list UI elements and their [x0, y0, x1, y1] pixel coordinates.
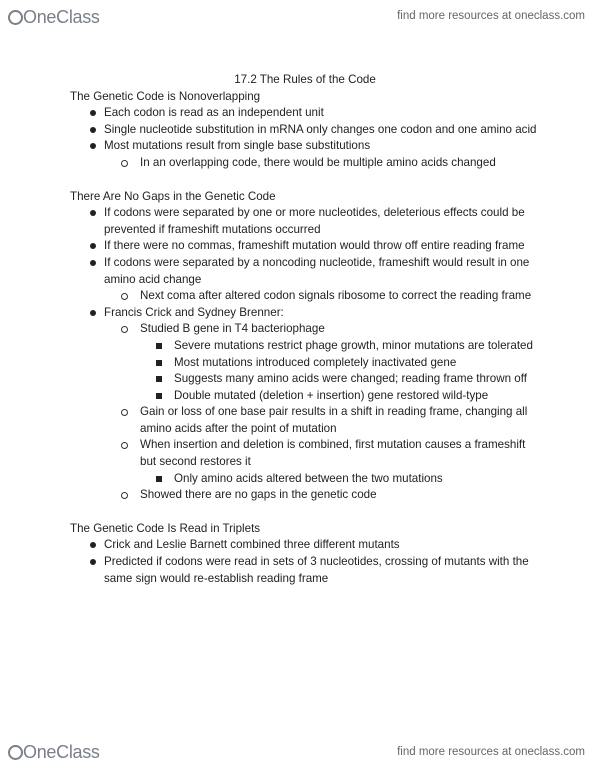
list-item: Each codon is read as an independent unit: [70, 105, 540, 122]
logo-circle-icon: [8, 745, 23, 760]
list-item: If there were no commas, frameshift mutation would throw off entire reading frame: [70, 238, 540, 255]
section-heading: The Genetic Code is Nonoverlapping: [70, 89, 261, 103]
list-item: Most mutations introduced completely inactivated gene: [70, 355, 540, 372]
document-body: [70, 72, 540, 587]
list-item: Most mutations result from single base substitutions: [70, 138, 540, 155]
list-item: Showed there are no gaps in the genetic code: [70, 487, 540, 504]
list-item: In an overlapping code, there would be multiple amino acids changed: [70, 155, 540, 172]
logo-circle-icon: [8, 10, 23, 25]
page-footer: [0, 738, 595, 770]
list-item: If codons were separated by a noncoding nucleotide, frameshift would result in one amino acid change: [70, 255, 540, 288]
oneclass-logo[interactable]: [8, 742, 100, 763]
list-item: Studied B gene in T4 bacteriophage: [70, 321, 540, 338]
footer-tagline[interactable]: find more resources at oneclass.com: [397, 746, 585, 758]
list-item: Predicted if codons were read in sets of 3 nucleotides, crossing of mutants with the same sign would re-establish reading frame: [70, 554, 540, 587]
logo-text: OneClass: [23, 742, 100, 762]
oneclass-logo[interactable]: [8, 7, 100, 28]
list-item: If codons were separated by one or more nucleotides, deleterious effects could be prevented if frameshift mutations occurred: [70, 205, 540, 238]
section-list: [70, 205, 540, 504]
section-list: [70, 105, 540, 171]
list-item: Crick and Leslie Barnett combined three different mutants: [70, 537, 540, 554]
list-item: Severe mutations restrict phage growth, minor mutations are tolerated: [70, 338, 540, 355]
page-header: [0, 0, 595, 32]
list-item: Francis Crick and Sydney Brenner:: [70, 305, 540, 322]
section-heading: The Genetic Code Is Read in Triplets: [70, 521, 261, 535]
page-title: 17.2 The Rules of the Code: [234, 73, 376, 86]
section-list: [70, 537, 540, 587]
list-item: Double mutated (deletion + insertion) gene restored wild-type: [70, 388, 540, 405]
logo-text: OneClass: [23, 7, 100, 27]
list-item: Next coma after altered codon signals ribosome to correct the reading frame: [70, 288, 540, 305]
list-item: Only amino acids altered between the two mutations: [70, 471, 540, 488]
section-heading: There Are No Gaps in the Genetic Code: [70, 189, 276, 203]
list-item: When insertion and deletion is combined, first mutation causes a frameshift but second restores it: [70, 437, 540, 470]
list-item: Single nucleotide substitution in mRNA only changes one codon and one amino acid: [70, 122, 540, 139]
list-item: Gain or loss of one base pair results in a shift in reading frame, changing all amino acids after the point of mutation: [70, 404, 540, 437]
header-tagline[interactable]: find more resources at oneclass.com: [397, 10, 585, 22]
list-item: Suggests many amino acids were changed; reading frame thrown off: [70, 371, 540, 388]
